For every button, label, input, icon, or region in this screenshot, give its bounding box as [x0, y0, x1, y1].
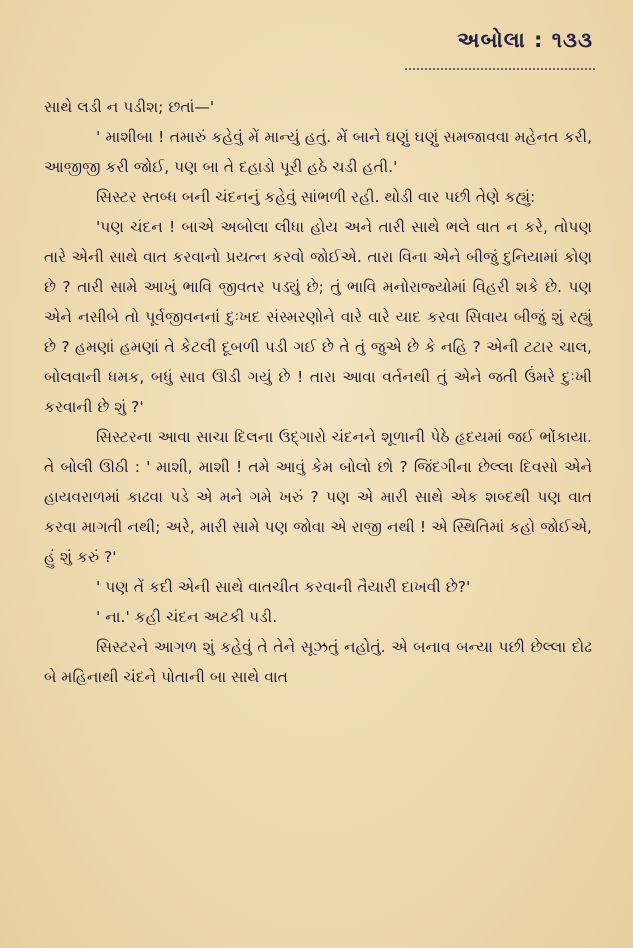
page-body	[44, 92, 592, 692]
paragraph-8: સિસ્ટરને આગળ શું કહેવું તે તેને સૂઝતું નહોતું. એ બનાવ બન્યા પછી છેલ્લા દોઢ બે મહિનાથી ચંદને પોતાની બા સાથે વાત	[44, 638, 592, 686]
header-decorative-rule	[405, 62, 595, 70]
paragraph-7: ' ના.' કહી ચંદન અટકી પડી.	[96, 608, 278, 626]
paragraph-1: સાથે લડી ન પડીશ; છતાં—'	[44, 98, 215, 116]
running-header: અબોલા : ૧૩૩	[457, 28, 593, 52]
paragraph-2: ' માશીબા ! તમારું કહેવું મેં માન્યું હતું. મેં બાને ઘણું ઘણું સમજાવવા મહેનત કરી, આજીજી કરી જોઈ, પણ બા તે દહાડો પૂરી હઠે ચડી હતી.'	[44, 128, 592, 176]
paragraph-3: સિસ્ટર સ્તબ્ધ બની ચંદનનું કહેવું સાંભળી રહી. થોડી વાર પછી તેણે કહ્યું:	[96, 188, 536, 206]
paragraph-5: સિસ્ટરના આવા સાચા દિલના ઉદ્ગારો ચંદનને શૂળાની પેઠે હૃદયમાં જઈ ભોંકાયા. તે બોલી ઊઠી : ' માશી, માશી ! તમે આવું કેમ બોલો છો ? જિંદગીના છેલ્લા દિવસો એને હાયવરાળમાં કાઢવા પડે એ મને ગમે ખરું ? પણ એ મારી સાથે એક શબ્દથી પણ વાત કરવા માગતી નથી; અરે, મારી સામે પણ જોવા એ રાજી નથી ! એ સ્થિતિમાં કહો જોઈએ, હું શું કરું ?'	[44, 428, 592, 566]
paragraph-6: ' પણ તેં કદી એની સાથે વાતચીત કરવાની તૈયારી દાખવી છે?'	[96, 578, 471, 596]
paragraph-4: 'પણ ચંદન ! બાએ અબોલા લીધા હોય અને તારી સાથે ભલે વાત ન કરે, તોપણ તારે એની સાથે વાત કરવાનો પ્રયત્ન કરવો જોઈએ. તારા વિના એને બીજું દુનિયામાં કોણ છે ? તારી સામે આખું ભાવિ જીવતર પડ્યું છે; તું ભાવિ મનોરાજ્યોમાં વિહરી શકે છે. પણ એને નસીબે તો પૂર્વજીવનનાં દુઃખદ સંસ્મરણોને વારે વારે યાદ કરવા સિવાય બીજું શું રહ્યું છે ? હમણાં હમણાં તે કેટલી દૂબળી પડી ગઈ છે તે તું જુએ છે કે નહિ ? એની ટટાર ચાલ, બોલવાની ધમક, બધું સાવ ઊડી ગયું છે ! તારા આવા વર્તનથી તું એને જતી ઉંમરે દુઃખી કરવાની છે શું ?'	[44, 218, 592, 416]
